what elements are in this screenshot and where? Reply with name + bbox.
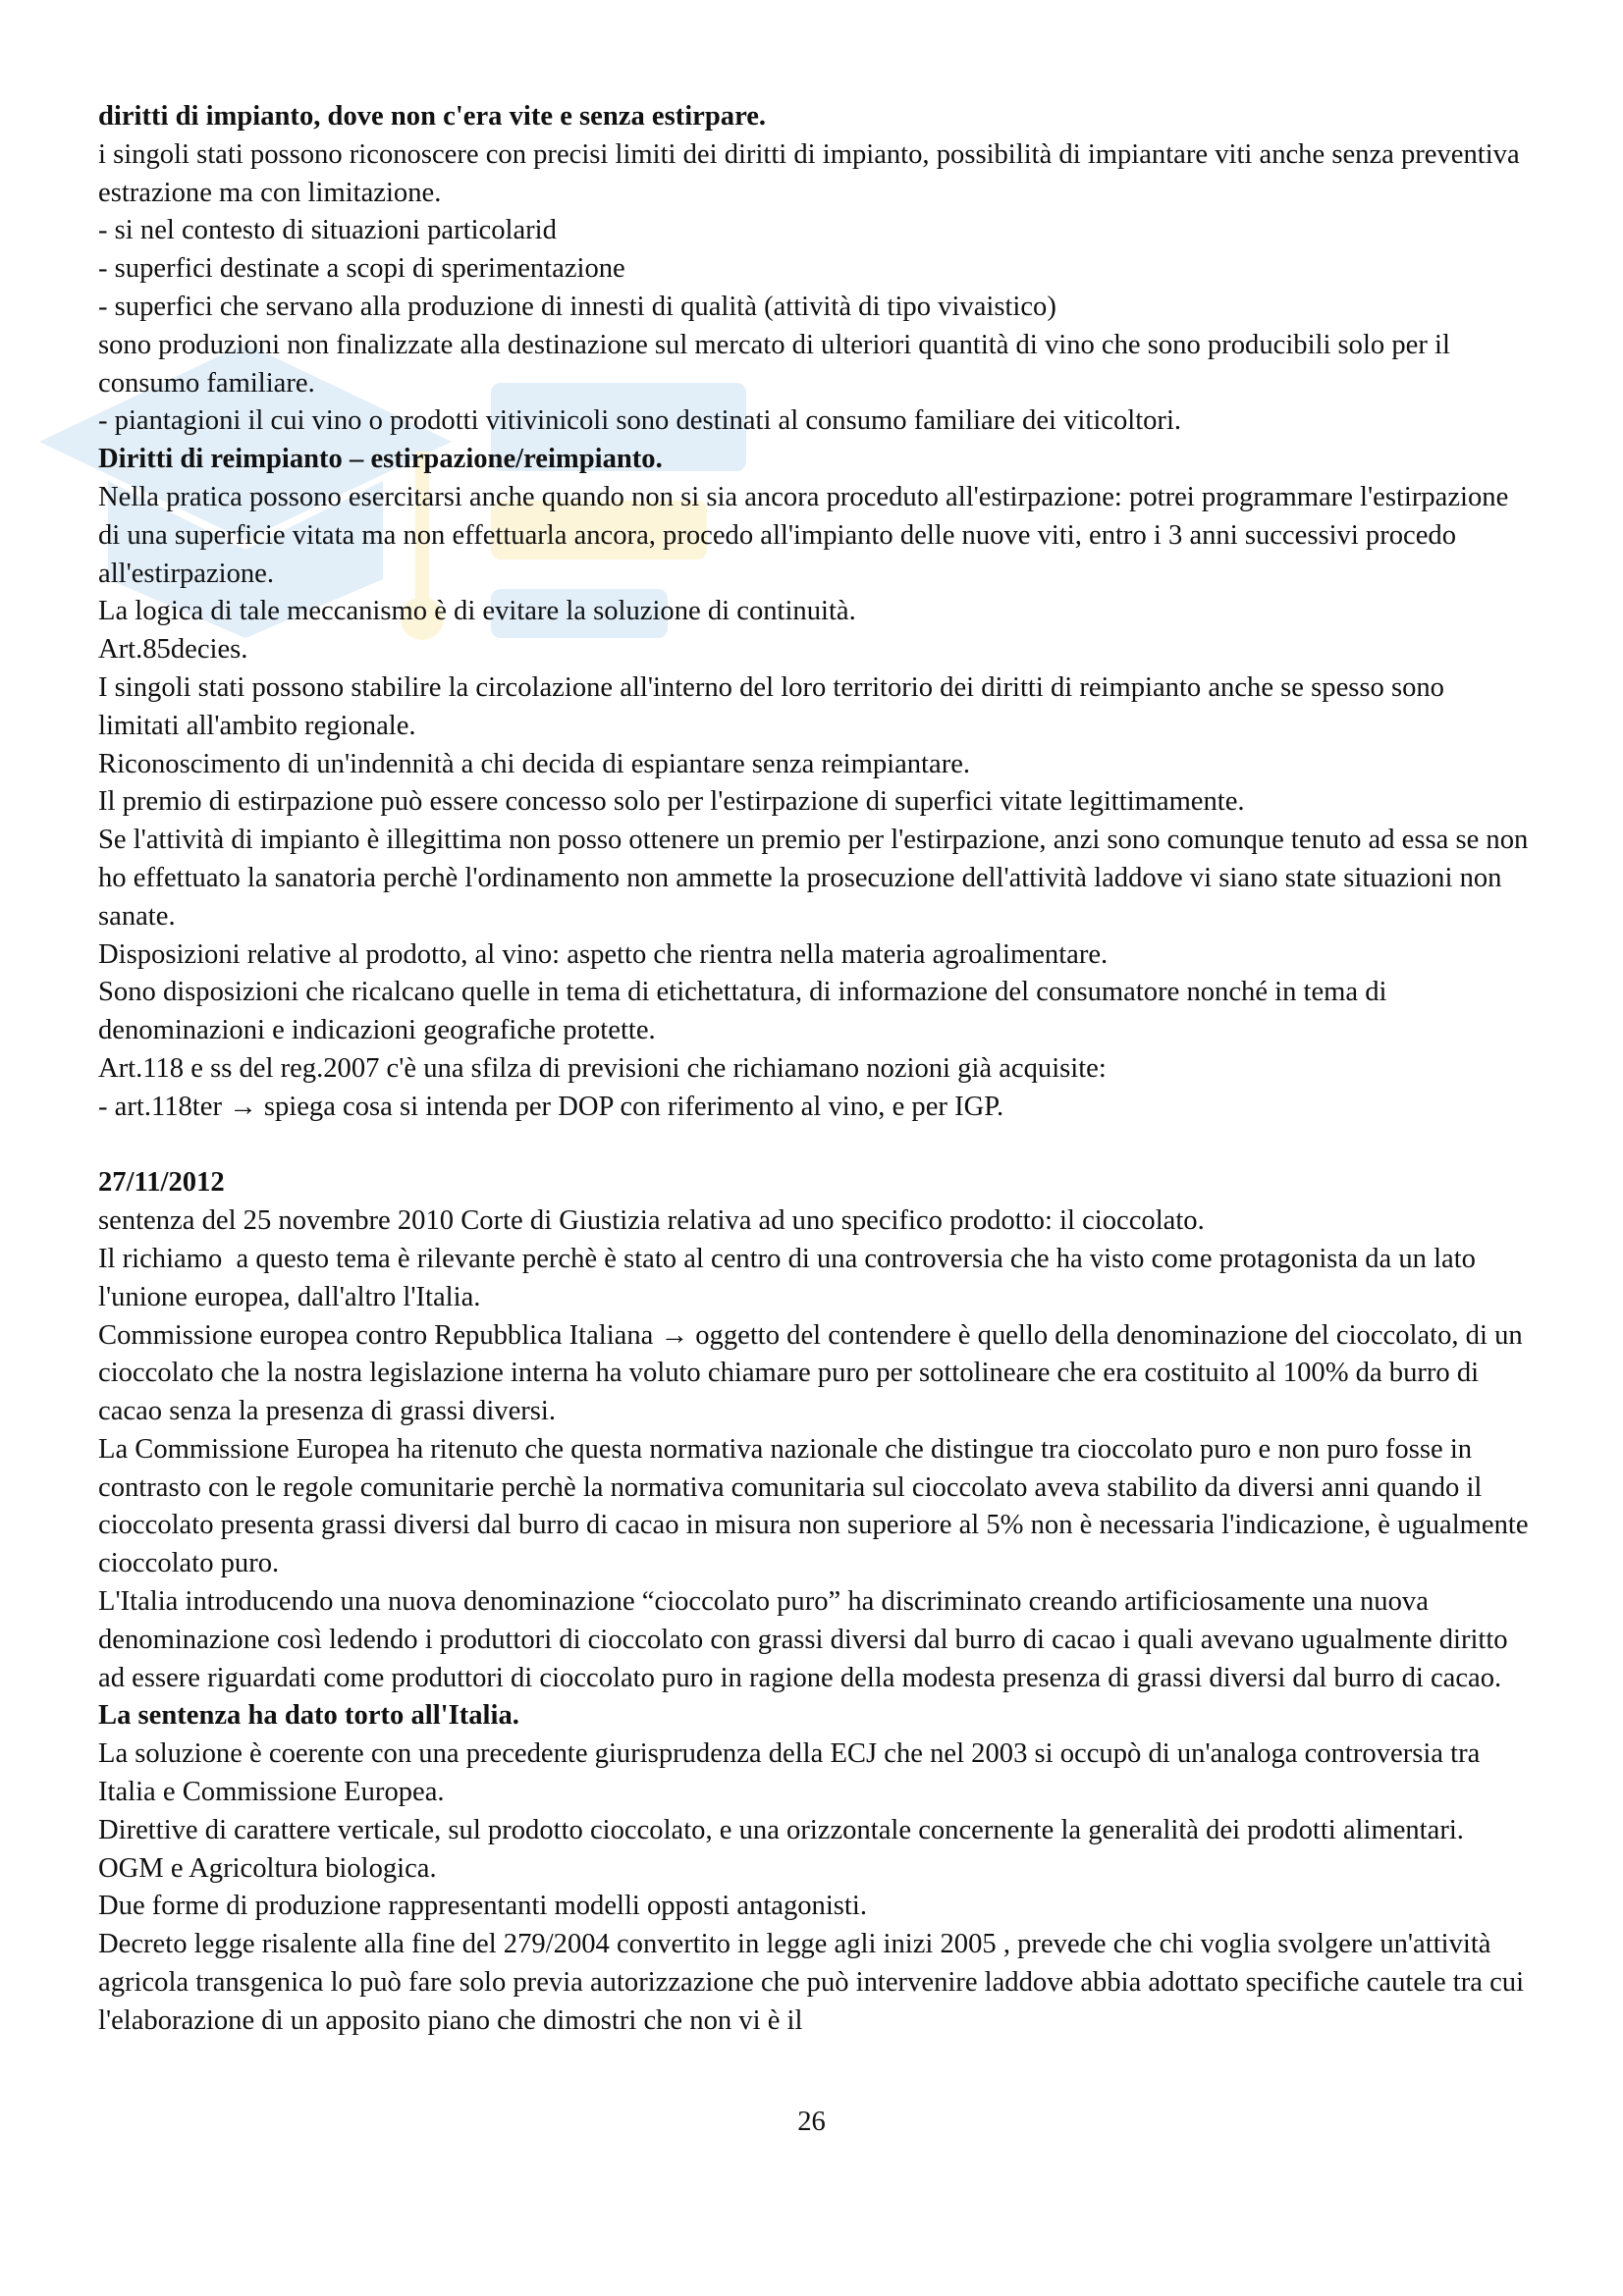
- paragraph: I singoli stati possono stabilire la circolazione all'interno del loro territorio dei diritti di reimpianto anche se spesso sono limitati all'ambito regionale.: [98, 671, 1452, 741]
- paragraph: La logica di tale meccanismo è di evitare la soluzione di continuità.: [98, 596, 856, 627]
- paragraph: - art.118ter → spiega cosa si intenda per DOP con riferimento al vino, e per IGP.: [98, 1091, 1004, 1122]
- paragraph: - piantagioni il cui vino o prodotti vitivinicoli sono destinati al consumo familiare dei viticoltori.: [98, 405, 1182, 437]
- page-number: 26: [797, 2107, 826, 2137]
- paragraph: Decreto legge risalente alla fine del 279/2004 convertito in legge agli inizi 2005 , prevede che chi voglia svolgere un'attività agricola transgenica lo può fare solo previa autorizzazione che può intervenire laddove abbia adottato specifiche cautele tra cui l'elaborazione di un apposito piano che dimostri che non vi è il: [98, 1929, 1532, 2036]
- paragraph: sono produzioni non finalizzate alla destinazione sul mercato di ulteriori quantità di vino che sono producibili solo per il consumo familiare.: [98, 329, 1458, 399]
- paragraph: La Commissione Europea ha ritenuto che questa normativa nazionale che distingue tra cioccolato puro e non puro fosse in contrasto con le regole comunitarie perchè la normativa comunitaria sul cioccolato aveva stabilito da diversi anni quando il cioccolato presenta grassi diversi dal burro di cacao in misura non superiore al 5% non è necessaria l'indicazione, è ugualmente cioccolato puro.: [98, 1433, 1536, 1579]
- paragraph: - si nel contesto di situazioni particolarid: [98, 215, 557, 246]
- paragraph: Art.118 e ss del reg.2007 c'è una sfilza di previsioni che richiamano nozioni già acquisite:: [98, 1052, 1107, 1084]
- paragraph: Due forme di produzione rappresentanti modelli opposti antagonisti.: [98, 1891, 867, 1922]
- paragraph: Disposizioni relative al prodotto, al vino: aspetto che rientra nella materia agroalimentare.: [98, 938, 1109, 970]
- paragraph: Nella pratica possono esercitarsi anche quando non si sia ancora proceduto all'estirpazione: potrei programmare l'estirpazione di una superficie vitata ma non effettuarla ancora, procedo all'impianto delle nuove viti, entro i 3 anni successivi procedo all'estirpazione.: [98, 481, 1516, 589]
- bold-heading: La sentenza ha dato torto all'Italia.: [98, 1700, 519, 1732]
- document-body: [98, 98, 1536, 2041]
- bold-heading: 27/11/2012: [98, 1167, 225, 1199]
- paragraph: i singoli stati possono riconoscere con precisi limiti dei diritti di impianto, possibilità di impiantare viti anche senza preventiva estrazione ma con limitazione.: [98, 138, 1527, 208]
- paragraph: Se l'attività di impianto è illegittima non posso ottenere un premio per l'estirpazione, anzi sono comunque tenuto ad essa se non ho effettuato la sanatoria perchè l'ordinamento non ammette la prosecuzione dell'attività laddove vi siano state situazioni non sanate.: [98, 825, 1536, 932]
- bold-heading: diritti di impianto, dove non c'era vite e senza estirpare.: [98, 101, 767, 132]
- paragraph: Il premio di estirpazione può essere concesso solo per l'estirpazione di superfici vitate legittimamente.: [98, 786, 1245, 818]
- paragraph: OGM e Agricoltura biologica.: [98, 1852, 437, 1884]
- paragraph: Commissione europea contro Repubblica Italiana → oggetto del contendere è quello della denominazione del cioccolato, di un cioccolato che la nostra legislazione interna ha voluto chiamare puro per sottolineare che era costituito al 100% da burro di cacao senza la presenza di grassi diversi.: [98, 1319, 1530, 1427]
- paragraph: Art.85decies.: [98, 634, 248, 666]
- paragraph: L'Italia introducendo una nuova denominazione “cioccolato puro” ha discriminato creando artificiosamente una nuova denominazione così ledendo i produttori di cioccolato con grassi diversi dal burro di cacao i quali avevano ugualmente diritto ad essere riguardati come produttori di cioccolato puro in ragione della modesta presenza di grassi diversi dal burro di cacao.: [98, 1586, 1515, 1693]
- paragraph: - superfici destinate a scopi di sperimentazione: [98, 253, 625, 285]
- bold-heading: Diritti di reimpianto – estirpazione/reimpianto.: [98, 444, 663, 475]
- paragraph: Il richiamo a questo tema è rilevante perchè è stato al centro di una controversia che ha visto come protagonista da un lato l'unione europea, dall'altro l'Italia.: [98, 1243, 1484, 1312]
- blank-line: [98, 1127, 1532, 1165]
- paragraph: Riconoscimento di un'indennità a chi decida di espiantare senza reimpiantare.: [98, 748, 971, 779]
- paragraph: La soluzione è coerente con una precedente giurisprudenza della ECJ che nel 2003 si occupò di un'analoga controversia tra Italia e Commissione Europea.: [98, 1738, 1488, 1808]
- paragraph: sentenza del 25 novembre 2010 Corte di Giustizia relativa ad uno specifico prodotto: il cioccolato.: [98, 1205, 1205, 1237]
- paragraph: - superfici che servano alla produzione di innesti di qualità (attività di tipo vivaistico): [98, 291, 1056, 322]
- paragraph: Sono disposizioni che ricalcano quelle in tema di etichettatura, di informazione del consumatore nonché in tema di denominazioni e indicazioni geografiche protette.: [98, 977, 1394, 1046]
- paragraph: Direttive di carattere verticale, sul prodotto cioccolato, e una orizzontale concernente la generalità dei prodotti alimentari.: [98, 1814, 1464, 1845]
